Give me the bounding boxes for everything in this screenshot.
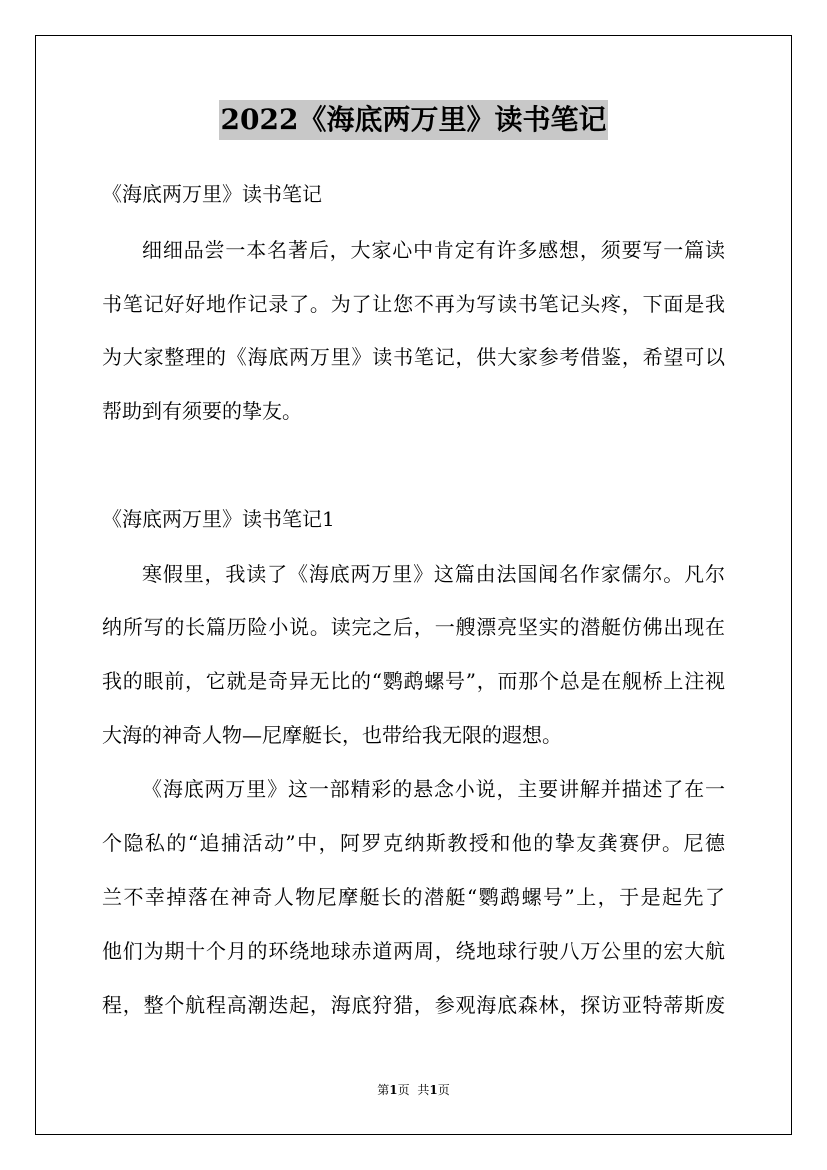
paragraph-line: 《海底两万里》这一部精彩的悬念小说，主要讲解并描述了在一 <box>142 777 725 801</box>
paragraph-line: 纳所写的长篇历险小说。读完之后，一艘漂亮坚实的潜艇仿佛出现在 <box>102 615 725 639</box>
page-footer <box>0 1082 827 1098</box>
paragraph-line: 程，整个航程高潮迭起，海底狩猎，参观海底森林，探访亚特蒂斯废 <box>102 993 725 1017</box>
total-suffix: 页 <box>437 1083 450 1097</box>
page-number: 1 <box>389 1083 398 1097</box>
document-title: 2022《海底两万里》读书笔记 <box>219 100 609 140</box>
total-label: 共 <box>417 1083 430 1097</box>
intro-line: 细细品尝一本名著后，大家心中肯定有许多感想，须要写一篇读 <box>142 238 725 262</box>
paragraph-line: 大海的神奇人物—尼摩艇长，也带给我无限的遐想。 <box>102 723 562 747</box>
intro-line: 为大家整理的《海底两万里》读书笔记，供大家参考借鉴，希望可以 <box>102 345 725 369</box>
intro-line: 书笔记好好地作记录了。为了让您不再为写读书笔记头疼，下面是我 <box>102 292 725 316</box>
section-heading: 《海底两万里》读书笔记1 <box>102 507 335 531</box>
page-suffix: 页 <box>397 1083 410 1097</box>
page-label: 第 <box>377 1083 390 1097</box>
paragraph-line: 兰不幸掉落在神奇人物尼摩艇长的潜艇“鹦鹉螺号”上，于是起先了 <box>102 885 725 909</box>
paragraph-line: 个隐私的“追捕活动”中，阿罗克纳斯教授和他的挚友龚赛伊。尼德 <box>102 831 725 855</box>
document-subtitle: 《海底两万里》读书笔记 <box>102 182 322 206</box>
paragraph-line: 寒假里，我读了《海底两万里》这篇由法国闻名作家儒尔。凡尔 <box>142 562 725 586</box>
paragraph-line: 他们为期十个月的环绕地球赤道两周，绕地球行驶八万公里的宏大航 <box>102 939 725 963</box>
title-container <box>0 100 827 140</box>
total-pages: 1 <box>429 1083 438 1097</box>
paragraph-line: 我的眼前，它就是奇异无比的“鹦鹉螺号”，而那个总是在舰桥上注视 <box>102 669 725 693</box>
intro-line: 帮助到有须要的挚友。 <box>102 399 302 423</box>
